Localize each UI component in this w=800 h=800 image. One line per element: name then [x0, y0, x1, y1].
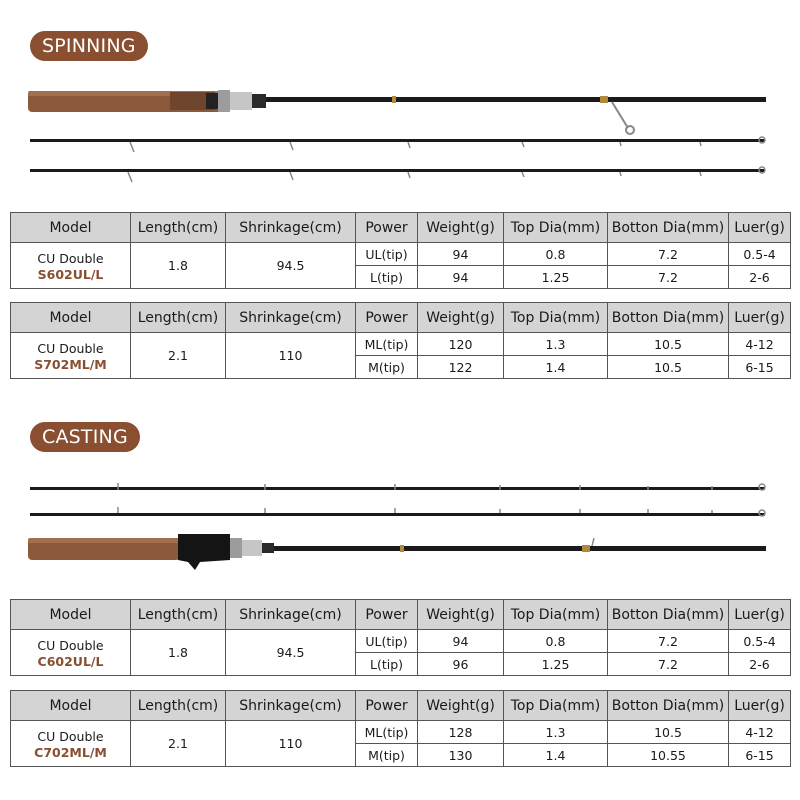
header-luer: Luer(g) — [729, 213, 791, 243]
luer-cell: 0.5-4 — [729, 243, 791, 266]
top-dia-cell: 1.25 — [504, 653, 608, 676]
power-cell: UL(tip) — [356, 630, 418, 653]
header-weight: Weight(g) — [418, 600, 504, 630]
spinning-rod-butt — [28, 90, 766, 134]
table-row — [11, 243, 791, 266]
power-cell: M(tip) — [356, 356, 418, 379]
header-shrinkage: Shrinkage(cm) — [226, 213, 356, 243]
model-cell — [11, 333, 131, 379]
luer-cell: 2-6 — [729, 653, 791, 676]
luer-cell: 6-15 — [729, 356, 791, 379]
header-model: Model — [11, 691, 131, 721]
luer-cell: 4-12 — [729, 721, 791, 744]
header-length: Length(cm) — [131, 600, 226, 630]
casting-rod-tip-2 — [30, 507, 765, 516]
table-header-row — [11, 213, 791, 243]
weight-cell: 94 — [418, 243, 504, 266]
header-power: Power — [356, 213, 418, 243]
header-weight: Weight(g) — [418, 213, 504, 243]
model-code: C702ML/M — [34, 744, 107, 760]
header-power: Power — [356, 691, 418, 721]
header-bottom-dia: Botton Dia(mm) — [608, 303, 729, 333]
spec-table-s702 — [10, 302, 791, 379]
header-weight: Weight(g) — [418, 691, 504, 721]
model-name: CU Double — [37, 637, 104, 653]
model-code: C602UL/L — [37, 653, 104, 669]
top-dia-cell: 0.8 — [504, 243, 608, 266]
table-row — [11, 630, 791, 653]
header-shrinkage: Shrinkage(cm) — [226, 303, 356, 333]
header-power: Power — [356, 600, 418, 630]
header-model: Model — [11, 600, 131, 630]
power-cell: L(tip) — [356, 653, 418, 676]
length-cell: 2.1 — [131, 721, 226, 767]
power-cell: UL(tip) — [356, 243, 418, 266]
header-length: Length(cm) — [131, 303, 226, 333]
header-top-dia: Top Dia(mm) — [504, 600, 608, 630]
weight-cell: 120 — [418, 333, 504, 356]
top-dia-cell: 1.3 — [504, 721, 608, 744]
table-row — [11, 721, 791, 744]
luer-cell: 2-6 — [729, 266, 791, 289]
shrinkage-cell: 94.5 — [226, 630, 356, 676]
table-header-row — [11, 303, 791, 333]
header-shrinkage: Shrinkage(cm) — [226, 600, 356, 630]
header-top-dia: Top Dia(mm) — [504, 213, 608, 243]
model-code: S702ML/M — [34, 356, 107, 372]
model-cell — [11, 630, 131, 676]
bottom-dia-cell: 7.2 — [608, 243, 729, 266]
top-dia-cell: 1.4 — [504, 744, 608, 767]
header-bottom-dia: Botton Dia(mm) — [608, 600, 729, 630]
model-code: S602UL/L — [37, 266, 104, 282]
model-name: CU Double — [37, 250, 104, 266]
spinning-rod-tip-2 — [30, 167, 765, 182]
header-power: Power — [356, 303, 418, 333]
bottom-dia-cell: 10.55 — [608, 744, 729, 767]
header-top-dia: Top Dia(mm) — [504, 691, 608, 721]
shrinkage-cell: 94.5 — [226, 243, 356, 289]
luer-cell: 4-12 — [729, 333, 791, 356]
weight-cell: 94 — [418, 266, 504, 289]
header-length: Length(cm) — [131, 213, 226, 243]
top-dia-cell: 0.8 — [504, 630, 608, 653]
casting-rod-butt — [28, 534, 766, 570]
shrinkage-cell: 110 — [226, 333, 356, 379]
bottom-dia-cell: 7.2 — [608, 266, 729, 289]
weight-cell: 96 — [418, 653, 504, 676]
luer-cell: 0.5-4 — [729, 630, 791, 653]
header-bottom-dia: Botton Dia(mm) — [608, 213, 729, 243]
weight-cell: 94 — [418, 630, 504, 653]
table-row — [11, 333, 791, 356]
top-dia-cell: 1.25 — [504, 266, 608, 289]
bottom-dia-cell: 10.5 — [608, 356, 729, 379]
casting-rod-image — [0, 472, 800, 582]
header-model: Model — [11, 303, 131, 333]
length-cell: 1.8 — [131, 243, 226, 289]
casting-rod-tip-1 — [30, 483, 765, 490]
spec-table-c702 — [10, 690, 791, 767]
section-title-spinning: SPINNING — [30, 31, 148, 61]
header-shrinkage: Shrinkage(cm) — [226, 691, 356, 721]
weight-cell: 130 — [418, 744, 504, 767]
length-cell: 2.1 — [131, 333, 226, 379]
header-length: Length(cm) — [131, 691, 226, 721]
bottom-dia-cell: 10.5 — [608, 721, 729, 744]
header-model: Model — [11, 213, 131, 243]
spinning-rod-tip-1 — [30, 137, 765, 152]
table-header-row — [11, 691, 791, 721]
bottom-dia-cell: 10.5 — [608, 333, 729, 356]
top-dia-cell: 1.3 — [504, 333, 608, 356]
header-weight: Weight(g) — [418, 303, 504, 333]
header-luer: Luer(g) — [729, 691, 791, 721]
weight-cell: 122 — [418, 356, 504, 379]
table-header-row — [11, 600, 791, 630]
top-dia-cell: 1.4 — [504, 356, 608, 379]
spec-table-s602 — [10, 212, 791, 289]
length-cell: 1.8 — [131, 630, 226, 676]
bottom-dia-cell: 7.2 — [608, 653, 729, 676]
model-cell — [11, 243, 131, 289]
spec-table-c602 — [10, 599, 791, 676]
model-cell — [11, 721, 131, 767]
shrinkage-cell: 110 — [226, 721, 356, 767]
bottom-dia-cell: 7.2 — [608, 630, 729, 653]
section-title-casting: CASTING — [30, 422, 140, 452]
spinning-rod-image — [0, 80, 800, 190]
power-cell: L(tip) — [356, 266, 418, 289]
header-luer: Luer(g) — [729, 303, 791, 333]
power-cell: ML(tip) — [356, 333, 418, 356]
header-top-dia: Top Dia(mm) — [504, 303, 608, 333]
luer-cell: 6-15 — [729, 744, 791, 767]
power-cell: M(tip) — [356, 744, 418, 767]
weight-cell: 128 — [418, 721, 504, 744]
model-name: CU Double — [37, 728, 104, 744]
header-bottom-dia: Botton Dia(mm) — [608, 691, 729, 721]
model-name: CU Double — [37, 340, 104, 356]
power-cell: ML(tip) — [356, 721, 418, 744]
header-luer: Luer(g) — [729, 600, 791, 630]
